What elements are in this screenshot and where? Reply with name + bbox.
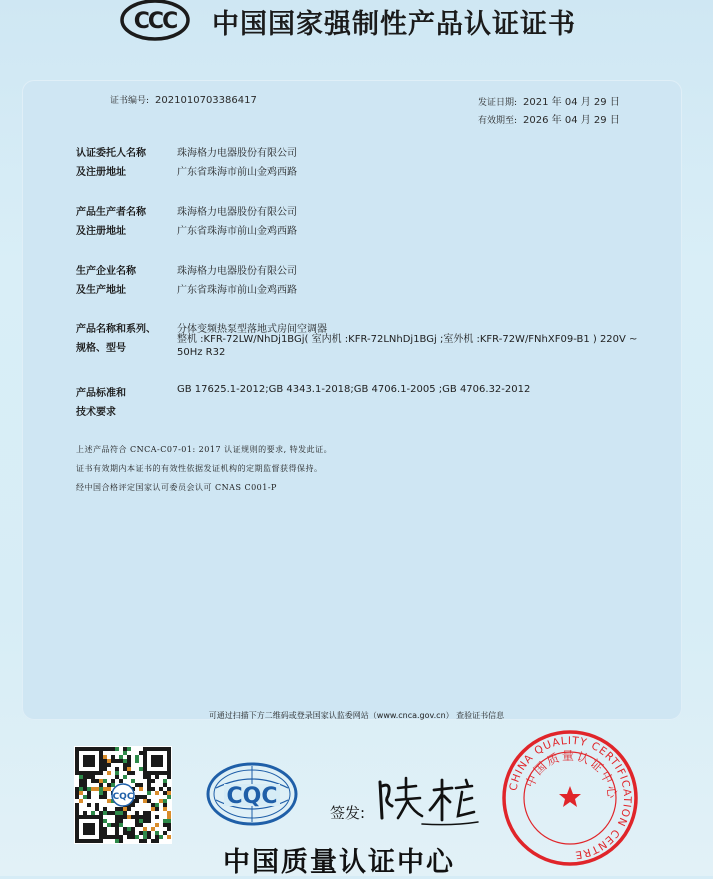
issuing-organization: 中国质量认证中心 (223, 847, 455, 878)
issue-date-label: 发证日期: (478, 98, 518, 108)
factory-label: 生产企业名称 (76, 266, 136, 277)
applicant-address: 广东省珠海市前山金鸡西路 (177, 167, 297, 178)
certificate-number-value: 2021010703386417 (155, 95, 257, 106)
certificate-header (0, 0, 713, 60)
signature-label: 签发: (330, 804, 366, 822)
applicant-label: 认证委托人名称 (76, 148, 146, 159)
expiry-date-label: 有效期至: (478, 116, 518, 126)
standard-value: GB 17625.1-2012;GB 4343.1-2018;GB 4706.1-2005 ;GB 4706.32-2012 (177, 384, 531, 395)
manufacturer-label: 产品生产者名称 (76, 207, 146, 218)
cqc-logo-icon (206, 762, 298, 826)
standard-label: 产品标准和 (76, 388, 126, 399)
product-spec-label: 规格、型号 (76, 343, 126, 354)
factory-address-label: 及生产地址 (76, 285, 126, 296)
ccc-logo-text: CCC (133, 9, 177, 34)
verification-text: 可通过扫描下方二维码或登录国家认监委网站（www.cnca.gov.cn） 查验证书信息 (208, 711, 505, 720)
product-name: 分体变频热泵型落地式房间空调器 (177, 324, 327, 335)
product-model: 整机 :KFR-72LW/NhDj1BGj( 室内机 :KFR-72LNhDj1BGj ;室外机 :KFR-72W/FNhXF09-B1 ) 220V ~ 50Hz R32 (177, 334, 638, 358)
ccc-logo-icon (120, 0, 190, 44)
note-line: 上述产品符合 CNCA-C07-01: 2017 认证规则的要求, 特发此证。 (76, 445, 333, 454)
manufacturer-address: 广东省珠海市前山金鸡西路 (177, 226, 297, 237)
qr-code[interactable] (74, 746, 172, 844)
note-line: 证书有效期内本证书的有效性依据发证机构的定期监督获得保持。 (76, 464, 323, 473)
qr-center-logo: CQC (112, 792, 134, 802)
seal-outer-text: CHINA QUALITY CERTIFICATION CENTRE (507, 734, 634, 861)
official-seal-icon (500, 728, 640, 868)
expiry-date (478, 111, 620, 126)
issue-date (478, 93, 620, 108)
note-line: 经中国合格评定国家认可委员会认可 CNAS C001-P (76, 483, 277, 492)
seal-inner-text: 中国质量认证中心 (522, 748, 620, 801)
product-label: 产品名称和系列、 (76, 324, 156, 335)
page-title: 中国国家强制性产品认证证书 (212, 9, 576, 40)
handwritten-signature (372, 772, 482, 828)
expiry-date-value: 2026 年 04 月 29 日 (523, 115, 620, 126)
certificate-number (110, 93, 257, 106)
manufacturer-address-label: 及注册地址 (76, 226, 126, 237)
technical-requirement-label: 技术要求 (76, 407, 116, 418)
factory-name: 珠海格力电器股份有限公司 (177, 266, 297, 277)
applicant-address-label: 及注册地址 (76, 167, 126, 178)
factory-address: 广东省珠海市前山金鸡西路 (177, 285, 297, 296)
cqc-logo-text: CQC (226, 784, 278, 809)
issue-date-value: 2021 年 04 月 29 日 (523, 97, 620, 108)
certificate-number-label: 证书编号: (110, 96, 150, 106)
applicant-name: 珠海格力电器股份有限公司 (177, 148, 297, 159)
manufacturer-name: 珠海格力电器股份有限公司 (177, 207, 297, 218)
